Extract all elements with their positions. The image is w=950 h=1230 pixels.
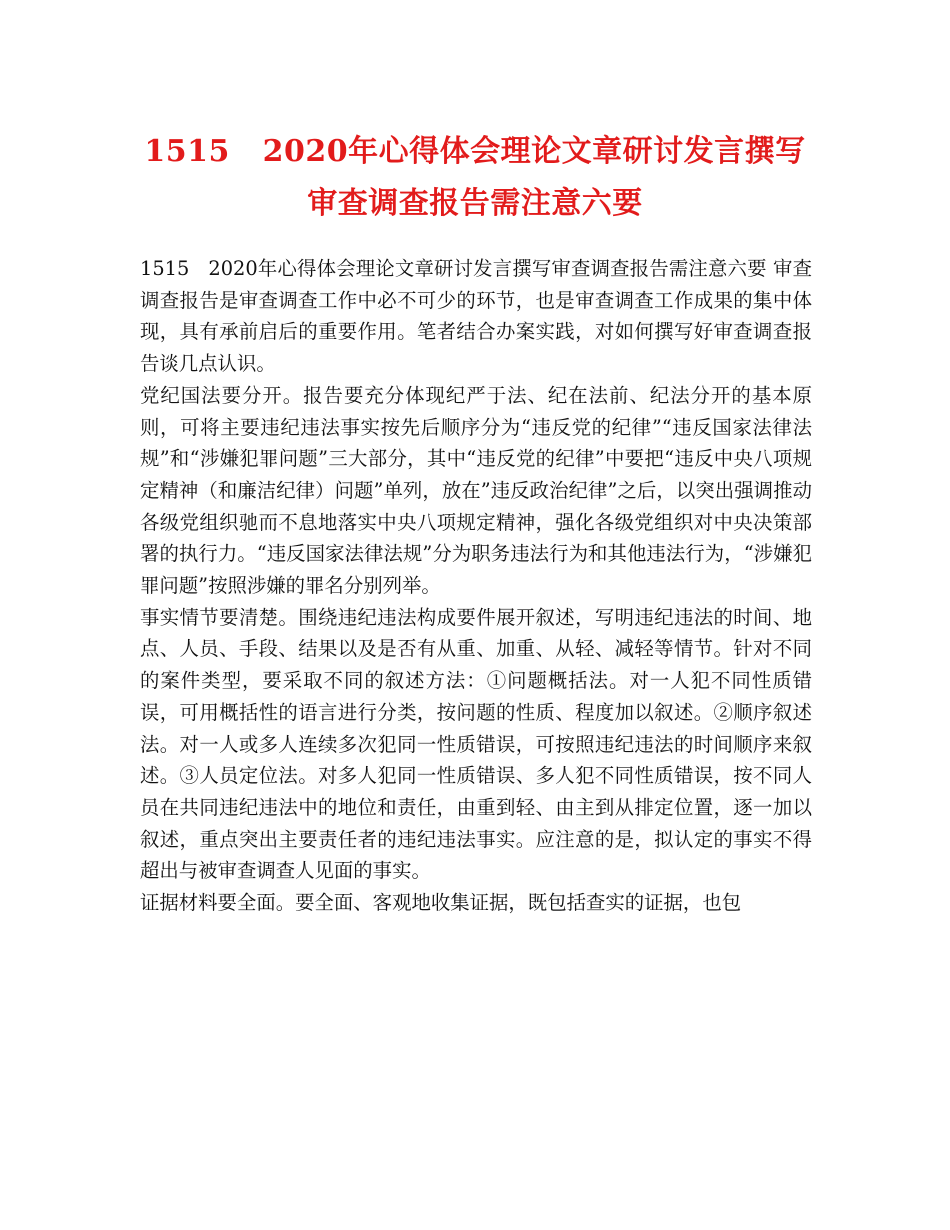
document-title: 1515 2020年心得体会理论文章研讨发言撰写审查调查报告需注意六要 [144,134,806,221]
paragraph-evidence: 证据材料要全面。要全面、客观地收集证据，既包括查实的证据，也包 [140,891,742,915]
document-body [140,253,812,919]
paragraph-party-law: 党纪国法要分开。报告要充分体现纪严于法、纪在法前、纪法分开的基本原则，可将主要违纪违法事实按先后顺序分为“违反党的纪律”“违反国家法律法规”和“涉嫌犯罪问题”三大部分，其中“违反党的纪律”中要把“违反中央八项规定精神（和廉洁纪律）问题”单列，放在”违反政治纪律”之后，以突出强调推动各级党组织驰而不息地落实中央八项规定精神，强化各级党组织对中央决策部署的执行力。“违反国家法律法规”分为职务违法行为和其他违法行为，“涉嫌犯罪问题”按照涉嫌的罪名分别列举。 [140,383,812,598]
paragraph-intro: 1515 2020年心得体会理论文章研讨发言撰写审查调查报告需注意六要 审查调查报告是审查调查工作中必不可少的环节，也是审查调查工作成果的集中体现，具有承前启后的重要作用。笔者结合办案实践，对如何撰写好审查调查报告谈几点认识。 [140,257,812,376]
paragraph-facts: 事实情节要清楚。围绕违纪违法构成要件展开叙述，写明违纪违法的时间、地点、人员、手段、结果以及是否有从重、加重、从轻、减轻等情节。针对不同的案件类型，要采取不同的叙述方法：①问题概括法。对一人犯不同性质错误，可用概括性的语言进行分类，按问题的性质、程度加以叙述。②顺序叙述法。对一人或多人连续多次犯同一性质错误，可按照违纪违法的时间顺序来叙述。③人员定位法。对多人犯同一性质错误、多人犯不同性质错误，按不同人员在共同违纪违法中的地位和责任，由重到轻、由主到从排定位置，逐一加以叙述，重点突出主要责任者的违纪违法事实。应注意的是，拟认定的事实不得超出与被审查调查人见面的事实。 [140,605,812,883]
